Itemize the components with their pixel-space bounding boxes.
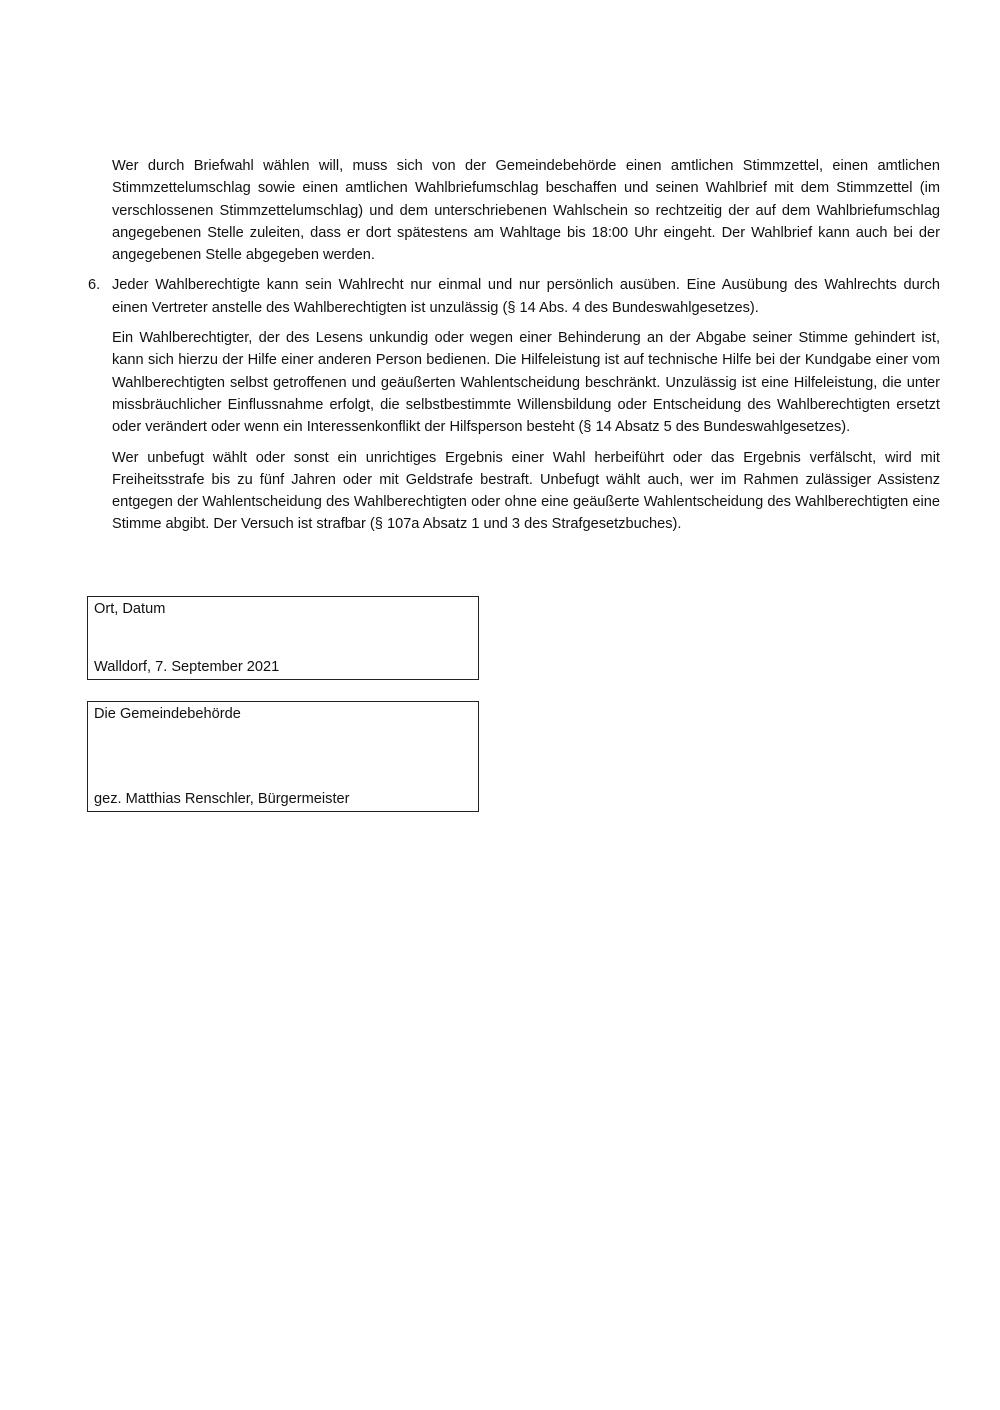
authority-box <box>87 701 479 812</box>
penalty-paragraph: Wer unbefugt wählt oder sonst ein unrichtiges Ergebnis einer Wahl herbeiführt oder das Ergebnis verfälscht, wird mit Freiheitsstrafe bis zu fünf Jahren oder mit Geldstrafe bestraft. Unbefugt wählt auch, wer im Rahmen zulässiger Assistenz entgegen der Wahlentscheidung des Wahlberechtigten oder ohne eine geäußerte Wahlentscheidung des Wahlberechtigten eine Stimme abgibt. Der Versuch ist strafbar (§ 107a Absatz 1 und 3 des Strafgesetzbuches). <box>112 449 940 533</box>
authority-signature: gez. Matthias Renschler, Bürgermeister <box>94 791 350 807</box>
list-item-6-text: Jeder Wahlberechtigte kann sein Wahlrecht nur einmal und nur persönlich ausüben. Eine Ausübung des Wahlrechts durch einen Vertreter anstelle des Wahlberechtigten ist unzulässig (§ 14 Abs. 4 des Bundeswahlgesetzes). <box>112 277 940 316</box>
authority-label: Die Gemeindebehörde <box>94 706 241 722</box>
assistance-paragraph: Ein Wahlberechtigter, der des Lesens unkundig oder wegen einer Behinderung an der Abgabe seiner Stimme gehindert ist, kann sich hierzu der Hilfe einer anderen Person bedienen. Die Hilfeleistung ist auf technische Hilfe bei der Kundgabe einer vom Wahlberechtigten selbst getroffenen und geäußerten Wahlentscheidung beschränkt. Unzulässig ist eine Hilfeleistung, die unter missbräuchlicher Einflussnahme erfolgt, die selbstbestimmte Willensbildung oder Entscheidung des Wahlberechtigten ersetzt oder verändert oder wenn ein Interessenkonflikt der Hilfsperson besteht (§ 14 Absatz 5 des Bundeswahlgesetzes). <box>112 330 940 436</box>
list-item-number: 6. <box>88 277 101 294</box>
place-date-box <box>87 596 479 680</box>
list-item-6 <box>88 274 940 319</box>
document-body <box>88 155 940 544</box>
place-date-value: Walldorf, 7. September 2021 <box>94 659 280 675</box>
place-date-label: Ort, Datum <box>94 601 166 617</box>
briefwahl-paragraph: Wer durch Briefwahl wählen will, muss sich von der Gemeindebehörde einen amtlichen Stimmzettel, einen amtlichen Stimmzettelumschlag sowie einen amtlichen Wahlbriefumschlag beschaffen und seinen Wahlbrief mit dem Stimmzettel (im verschlossenen Stimmzettelumschlag) und dem unterschriebenen Wahlschein so rechtzeitig der auf dem Wahlbriefumschlag angegebenen Stelle zuleiten, dass er dort spätestens am Wahltage bis 18:00 Uhr eingeht. Der Wahlbrief kann auch bei der angegebenen Stelle abgegeben werden. <box>112 158 940 264</box>
